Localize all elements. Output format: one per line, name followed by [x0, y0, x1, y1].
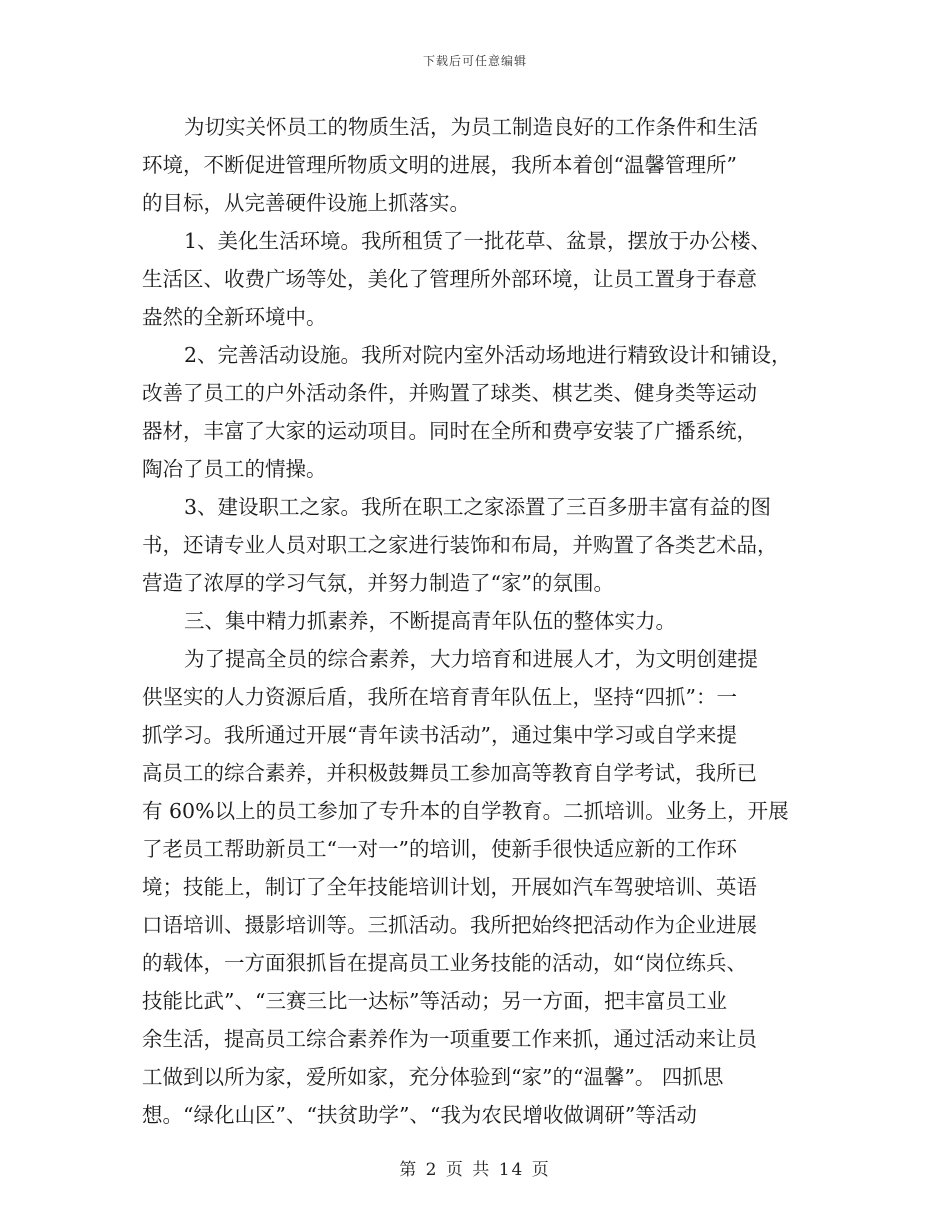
- text-line: 盎然的全新环境中。: [142, 305, 327, 329]
- text-line: 陶冶了员工的情操。: [142, 457, 327, 481]
- text-line: 境；技能上，制订了全年技能培训计划，开展如汽车驾驶培训、英语: [142, 875, 757, 899]
- text-line: 3、建设职工之家。我所在职工之家添置了三百多册丰富有益的图: [184, 495, 772, 519]
- document-body: [142, 108, 822, 1134]
- page-number: 第 2 页 共 14 页: [399, 1160, 551, 1180]
- text-line: 的目标，从完善硬件设施上抓落实。: [142, 191, 470, 215]
- text-line: 生活区、收费广场等处，美化了管理所外部环境，让员工置身于春意: [142, 267, 757, 291]
- text-line: 高员工的综合素养，并积极鼓舞员工参加高等教育自学考试，我所已: [142, 761, 757, 785]
- text-line: 供坚实的人力资源后盾，我所在培育青年队伍上，坚持“四抓”：一: [142, 685, 737, 709]
- text-line: 余生活，提高员工综合素养作为一项重要工作来抓，通过活动来让员: [142, 1027, 757, 1051]
- text-line: 想。“绿化山区”、“扶贫助学”、“我为农民增收做调研”等活动: [142, 1103, 697, 1127]
- text-line: 抓学习。我所通过开展“青年读书活动”，通过集中学习或自学来提: [142, 723, 737, 747]
- text-line: 营造了浓厚的学习气氛，并努力制造了“家”的氛围。: [142, 571, 614, 595]
- text-line: 2、完善活动设施。我所对院内室外活动场地进行精致设计和铺设，: [184, 343, 792, 367]
- text-line: 器材，丰富了大家的运动项目。同时在全所和费亭安装了广播系统，: [142, 419, 757, 443]
- text-line: 改善了员工的户外活动条件，并购置了球类、棋艺类、健身类等运动: [142, 381, 757, 405]
- text-line: 技能比武”、“三赛三比一达标”等活动；另一方面，把丰富员工业: [142, 989, 727, 1013]
- text-line: 为了提高全员的综合素养，大力培育和进展人才，为文明创建提: [184, 647, 758, 671]
- text-line: 有 60%以上的员工参加了专升本的自学教育。二抓培训。业务上，开展: [142, 799, 789, 823]
- text-line: 环境，不断促进管理所物质文明的进展，我所本着创“温馨管理所”: [142, 153, 737, 177]
- text-line: 三、集中精力抓素养，不断提高青年队伍的整体实力。: [184, 609, 676, 633]
- text-line: 1、美化生活环境。我所租赁了一批花草、盆景，摆放于办公楼、: [184, 229, 772, 253]
- text-line: 工做到以所为家，爱所如家，充分体验到“家”的“温馨”。 四抓思: [142, 1065, 724, 1089]
- page-header: 下载后可任意编辑: [422, 54, 527, 68]
- text-line: 书，还请专业人员对职工之家进行装饰和布局，并购置了各类艺术品，: [142, 533, 778, 557]
- text-line: 口语培训、摄影培训等。三抓活动。我所把始终把活动作为企业进展: [142, 913, 757, 937]
- text-line: 的载体，一方面狠抓旨在提高员工业务技能的活动，如“岗位练兵、: [142, 951, 747, 975]
- text-line: 了老员工帮助新员工“一对一”的培训，使新手很快适应新的工作环: [142, 837, 737, 861]
- text-line: 为切实关怀员工的物质生活，为员工制造良好的工作条件和生活: [184, 115, 758, 139]
